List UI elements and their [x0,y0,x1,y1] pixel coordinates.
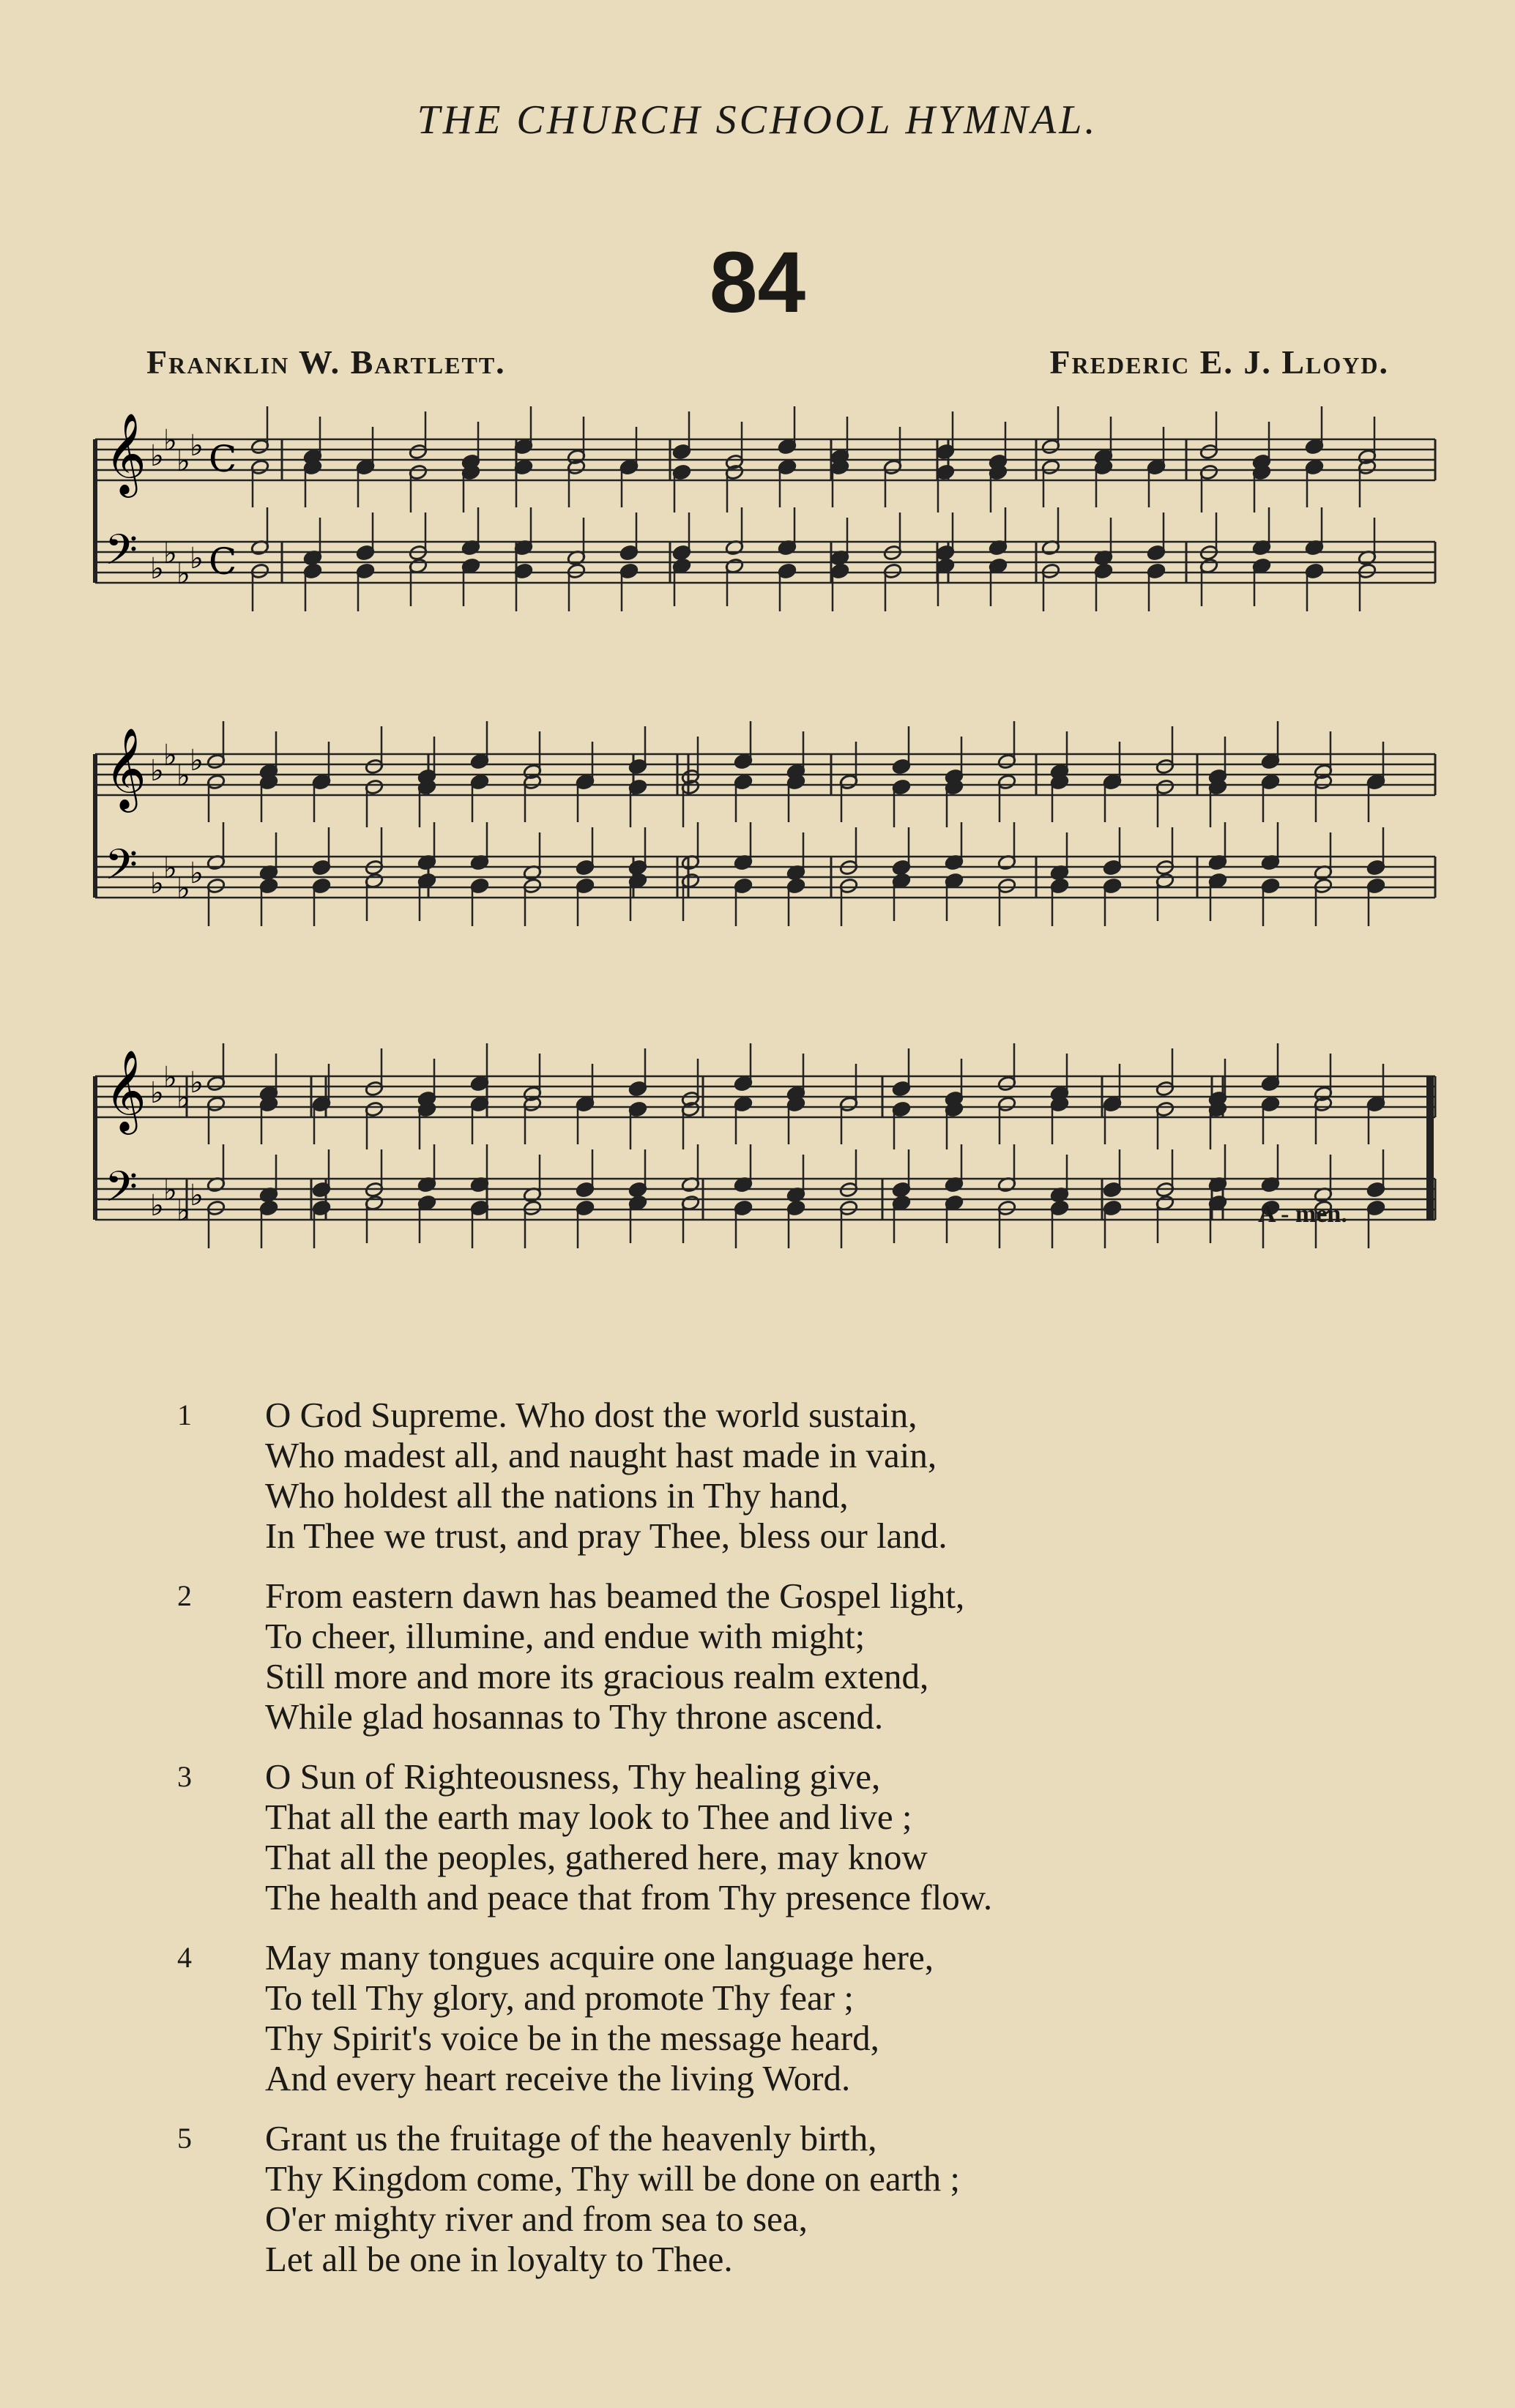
time-signature: C [209,438,237,480]
verse-line: Let all be one in loyalty to Thee. [265,2239,733,2279]
flat-sign: ♭ [176,1194,190,1228]
bass-clef: 𝄢 [105,1162,138,1222]
flat-sign: ♭ [190,429,204,463]
time-signature: C [209,540,237,583]
verse-5 [177,2118,992,2279]
verse-line: Thy Spirit's voice be in the message heard, [265,2018,879,2058]
hymn-number: 84 [709,234,806,331]
verse-line: Still more and more its gracious realm extend, [265,1656,929,1696]
treble-clef: 𝄞 [105,727,146,809]
flat-sign: ♭ [150,1189,164,1223]
verse-line: That all the peoples, gathered here, may know [265,1837,928,1877]
verse-1 [177,1395,992,1556]
flat-sign: ♭ [163,1174,177,1207]
verse-line: From eastern dawn has beamed the Gospel light, [265,1576,965,1616]
flat-sign: ♭ [150,439,164,473]
flat-sign: ♭ [176,872,190,906]
running-title: THE CHURCH SCHOOL HYMNAL. [417,97,1098,143]
verse-line: Grant us the fruitage of the heavenly birth, [265,2118,877,2158]
verse-number: 5 [177,2122,192,2155]
flat-sign: ♭ [190,1066,204,1100]
flat-sign: ♭ [163,1061,177,1095]
verse-line: O Sun of Righteousness, Thy healing give, [265,1756,881,1797]
flat-sign: ♭ [163,851,177,885]
flat-sign: ♭ [163,739,177,772]
flat-sign: ♭ [176,557,190,591]
bass-clef: 𝄢 [105,840,138,900]
flat-sign: ♭ [150,1076,164,1110]
treble-clef: 𝄞 [105,412,146,494]
verse-number: 4 [177,1941,192,1974]
verse-line: That all the earth may look to Thee and live ; [265,1797,912,1837]
verse-line: Who madest all, and naught hast made in vain, [265,1435,937,1475]
verse-line: Thy Kingdom come, Thy will be done on earth ; [265,2158,960,2199]
amen-label: A - men. [1258,1201,1347,1228]
verse-2 [177,1576,992,1737]
verses [177,1395,993,2299]
flat-sign: ♭ [163,424,177,458]
author-credit: Franklin W. Bartlett. [146,343,506,381]
verse-line: Who holdest all the nations in Thy hand, [265,1475,849,1516]
verse-line: In Thee we trust, and pray Thee, bless our land. [265,1516,948,1556]
composer-credit: Frederic E. J. Lloyd. [1049,343,1389,381]
flat-sign: ♭ [176,1081,190,1115]
verse-line: The health and peace that from Thy presence flow. [265,1877,993,1917]
bass-clef: 𝄢 [105,525,138,585]
verse-line: While glad hosannas to Thy throne ascend. [265,1696,884,1737]
verse-3 [177,1756,993,1917]
flat-sign: ♭ [150,867,164,901]
verse-number: 3 [177,1760,192,1793]
flat-sign: ♭ [150,754,164,788]
flat-sign: ♭ [190,1179,204,1212]
verse-line: And every heart receive the living Word. [265,2058,851,2098]
verse-line: To tell Thy glory, and promote Thy fear ; [265,1978,854,2018]
flat-sign: ♭ [190,542,204,575]
flat-sign: ♭ [190,857,204,890]
verse-line: O'er mighty river and from sea to sea, [265,2199,808,2239]
treble-clef: 𝄞 [105,1049,146,1131]
flat-sign: ♭ [163,537,177,570]
music-score [92,395,1439,1362]
verse-line: O God Supreme. Who dost the world sustain, [265,1395,917,1435]
verse-4 [177,1937,992,2098]
verse-number: 1 [177,1398,192,1431]
flat-sign: ♭ [176,444,190,478]
verse-line: May many tongues acquire one language here, [265,1937,934,1978]
verse-number: 2 [177,1579,192,1612]
verse-line: To cheer, illumine, and endue with might; [265,1616,866,1656]
flat-sign: ♭ [176,759,190,793]
flat-sign: ♭ [150,552,164,586]
flat-sign: ♭ [190,744,204,778]
